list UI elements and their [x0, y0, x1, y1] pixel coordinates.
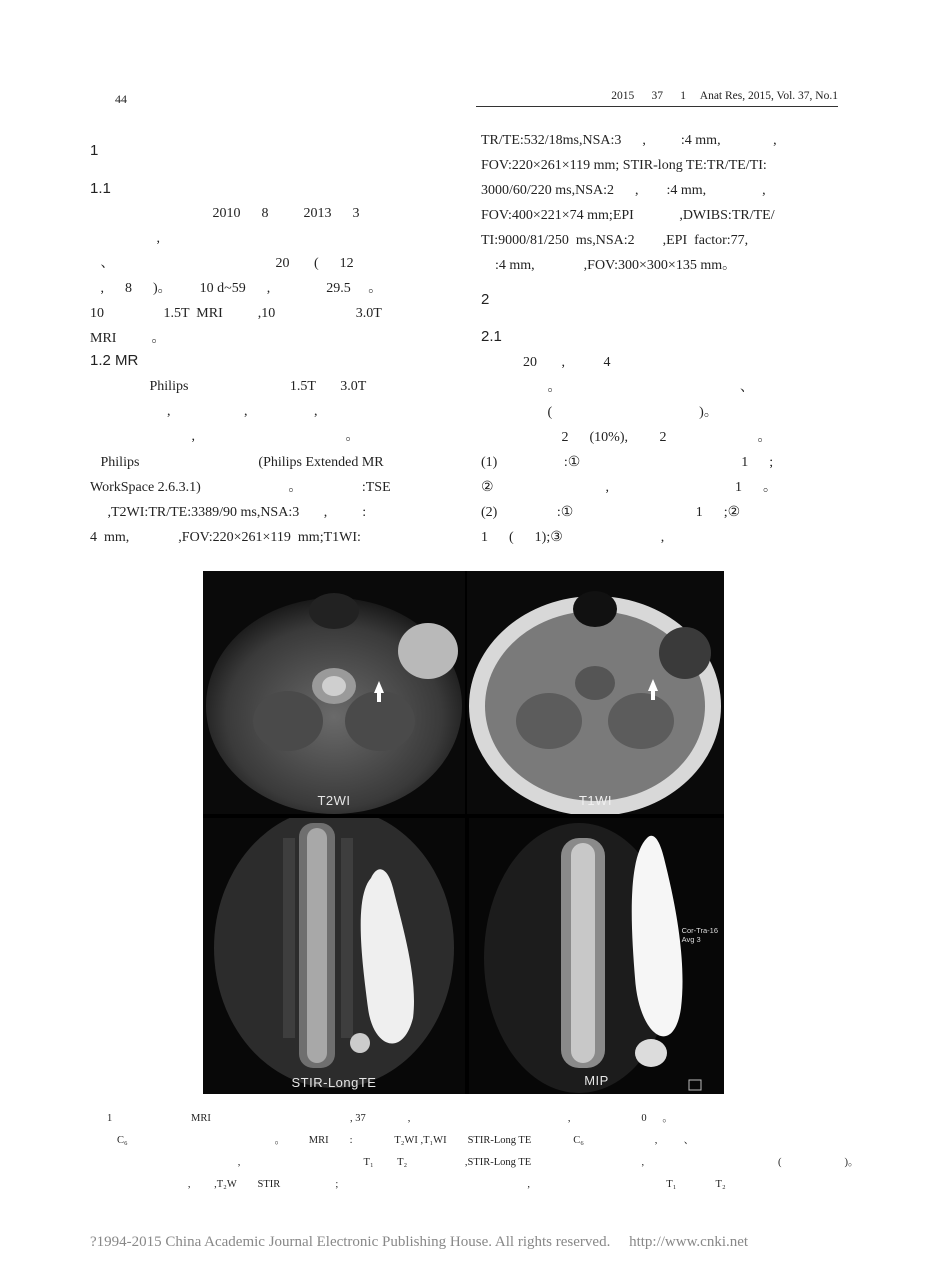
mri-figure [203, 571, 724, 1094]
body-line: 20 , 4 [481, 355, 611, 370]
body-line: :4 mm, ,FOV:300×300×135 mm。 [481, 258, 737, 273]
caption-line: , T₁ T₂ ,STIR-Long TE , ( )。 [117, 1157, 859, 1168]
mri-panel-t2wi [203, 571, 465, 814]
caption-line: C₆ 。 MRI : T₂WI ,T₁WI STIR-Long TE C₆ , 、 [117, 1135, 695, 1146]
body-line: 4 mm, ,FOV:220×261×119 mm;T1WI: [90, 530, 361, 545]
section-2-1-title: 2.1 [481, 328, 502, 345]
copyright-footer: ?1994-2015 China Academic Journal Electronic Publishing House. All rights reserved. http://www.cnki.net [90, 1234, 749, 1250]
panel-label: T2WI [317, 793, 351, 808]
body-line: 1 ( 1);③ , [481, 530, 665, 545]
body-line: FOV:400×221×74 mm;EPI ,DWIBS:TR/TE/ [481, 208, 775, 223]
body-line: TR/TE:532/18ms,NSA:3 , :4 mm, , [481, 133, 777, 148]
panel-label: STIR-LongTE [291, 1075, 377, 1090]
caption-line: 1 MRI , 37 , , 0 。 [107, 1113, 673, 1124]
body-line: ( )。 [481, 405, 718, 420]
body-line: (2) :① 1 ;② [481, 505, 741, 520]
body-line: 10 1.5T MRI ,10 3.0T [90, 306, 382, 321]
body-line: 2 (10%), 2 。 [481, 430, 772, 445]
panel-label: T1WI [578, 793, 613, 808]
body-line: FOV:220×261×119 mm; STIR-long TE:TR/TE/TI: [481, 158, 767, 173]
scanner-overlay-text [682, 926, 718, 944]
body-line: WorkSpace 2.6.3.1) 。 :TSE [90, 480, 391, 495]
mri-panel-stir [203, 818, 465, 1094]
body-line: 。 、 [481, 380, 754, 395]
body-line: ,T2WI:TR/TE:3389/90 ms,NSA:3 , : [90, 505, 367, 520]
body-line: Philips (Philips Extended MR [90, 455, 384, 470]
body-line: Philips 1.5T 3.0T [90, 379, 367, 394]
overlay-line: Cor-Tra-16 [681, 926, 718, 935]
mri-panel-t1wi [467, 571, 724, 814]
body-line: , 。 [90, 429, 360, 444]
caption-line: , ,T₂W STIR ; , T₁ T₂ [117, 1179, 726, 1190]
section-1-title: 1 [90, 142, 99, 159]
mri-panel-mip [469, 818, 724, 1094]
body-line: , , , [90, 404, 318, 419]
overlay-line: Avg 3 [681, 935, 701, 944]
body-line: ② , 1 。 [481, 480, 778, 495]
body-line: MRI 。 [90, 331, 166, 346]
body-line: , [90, 231, 160, 246]
body-line: 、 20 ( 12 [90, 256, 354, 271]
body-line: (1) :① 1 ; [481, 455, 774, 470]
running-head: 2015 37 1 Anat Res, 2015, Vol. 37, No.1 [476, 90, 838, 107]
section-1-2-title: 1.2 MR [90, 352, 139, 369]
body-line: 3000/60/220 ms,NSA:2 , :4 mm, , [481, 183, 766, 198]
body-line: 2010 8 2013 3 [90, 206, 360, 221]
section-2-title: 2 [481, 291, 490, 308]
body-line: TI:9000/81/250 ms,NSA:2 ,EPI factor:77, [481, 233, 749, 248]
body-line: , 8 )。 10 d~59 , 29.5 。 [90, 281, 383, 296]
page-number: 44 [115, 92, 127, 106]
section-1-1-title: 1.1 [90, 180, 111, 197]
panel-label: MIP [584, 1073, 609, 1088]
